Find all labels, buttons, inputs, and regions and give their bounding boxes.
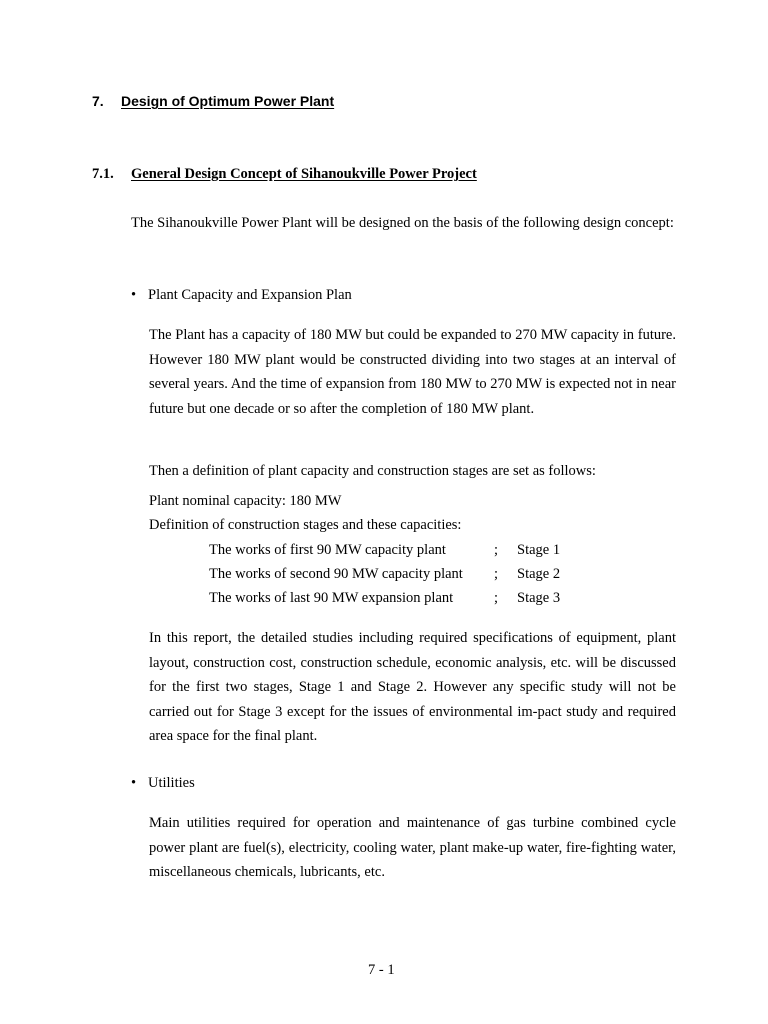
section-number: 7. bbox=[92, 93, 104, 109]
bullet-icon: • bbox=[131, 287, 137, 303]
intro-text: The Sihanoukville Power Plant will be designed on the basis of the following design concept: bbox=[131, 215, 674, 231]
stages-intro: Definition of construction stages and these capacities: bbox=[149, 517, 462, 533]
bullet-label: Utilities bbox=[148, 775, 195, 791]
stage-label: Stage 1 bbox=[517, 542, 561, 558]
stage-separator: ; bbox=[494, 566, 499, 582]
stage-work: The works of first 90 MW capacity plant bbox=[209, 542, 446, 558]
bullet-icon: • bbox=[131, 775, 137, 791]
report-scope-text: In this report, the detailed studies including required specifications of equipment, plant layout, construction cost, construction schedule, economic analysis, etc. will be discussed for the first two stages, Stage 1 and Stage 2. However any specific study will not be carried out for Stage 3 except for the issues of environmental im-pact study and required area space for the final plant. bbox=[149, 630, 676, 744]
intro-paragraph bbox=[131, 211, 676, 236]
stage-separator: ; bbox=[494, 542, 499, 558]
stage-label: Stage 3 bbox=[517, 590, 561, 606]
capacity-text: The Plant has a capacity of 180 MW but could be expanded to 270 MW capacity in future. However 180 MW plant would be constructed dividing into two stages at an interval of several years. And the time of expansion from 180 MW to 270 MW is expected not in near future but one decade or so after the completion of 180 MW plant. bbox=[149, 327, 676, 417]
section-heading bbox=[92, 93, 492, 113]
subsection-number: 7.1. bbox=[92, 166, 114, 182]
section-title: Design of Optimum Power Plant bbox=[121, 93, 335, 109]
stage-separator: ; bbox=[494, 590, 499, 606]
page-number: 7 - 1 bbox=[368, 962, 395, 978]
bullet-item-utilities bbox=[131, 775, 331, 795]
capacity-paragraph bbox=[149, 323, 676, 421]
subsection-title: General Design Concept of Sihanoukville Power Project bbox=[131, 166, 477, 182]
utilities-paragraph bbox=[149, 811, 676, 885]
stage-work: The works of second 90 MW capacity plant bbox=[209, 566, 463, 582]
bullet-label: Plant Capacity and Expansion Plan bbox=[148, 287, 352, 303]
nominal-capacity: Plant nominal capacity: 180 MW bbox=[149, 493, 342, 509]
utilities-text: Main utilities required for operation and maintenance of gas turbine combined cycle power plant are fuel(s), electricity, cooling water, plant make-up water, fire-fighting water, miscellaneous chemicals, lubricants, etc. bbox=[149, 815, 676, 880]
stage-row bbox=[209, 542, 609, 562]
stage-label: Stage 2 bbox=[517, 566, 561, 582]
report-scope-paragraph bbox=[149, 626, 676, 749]
bullet-item-capacity bbox=[131, 287, 431, 307]
stage-work: The works of last 90 MW expansion plant bbox=[209, 590, 454, 606]
stage-row bbox=[209, 566, 609, 586]
stage-row bbox=[209, 590, 609, 610]
subsection-heading bbox=[92, 166, 592, 186]
definition-intro: Then a definition of plant capacity and construction stages are set as follows: bbox=[149, 463, 596, 479]
